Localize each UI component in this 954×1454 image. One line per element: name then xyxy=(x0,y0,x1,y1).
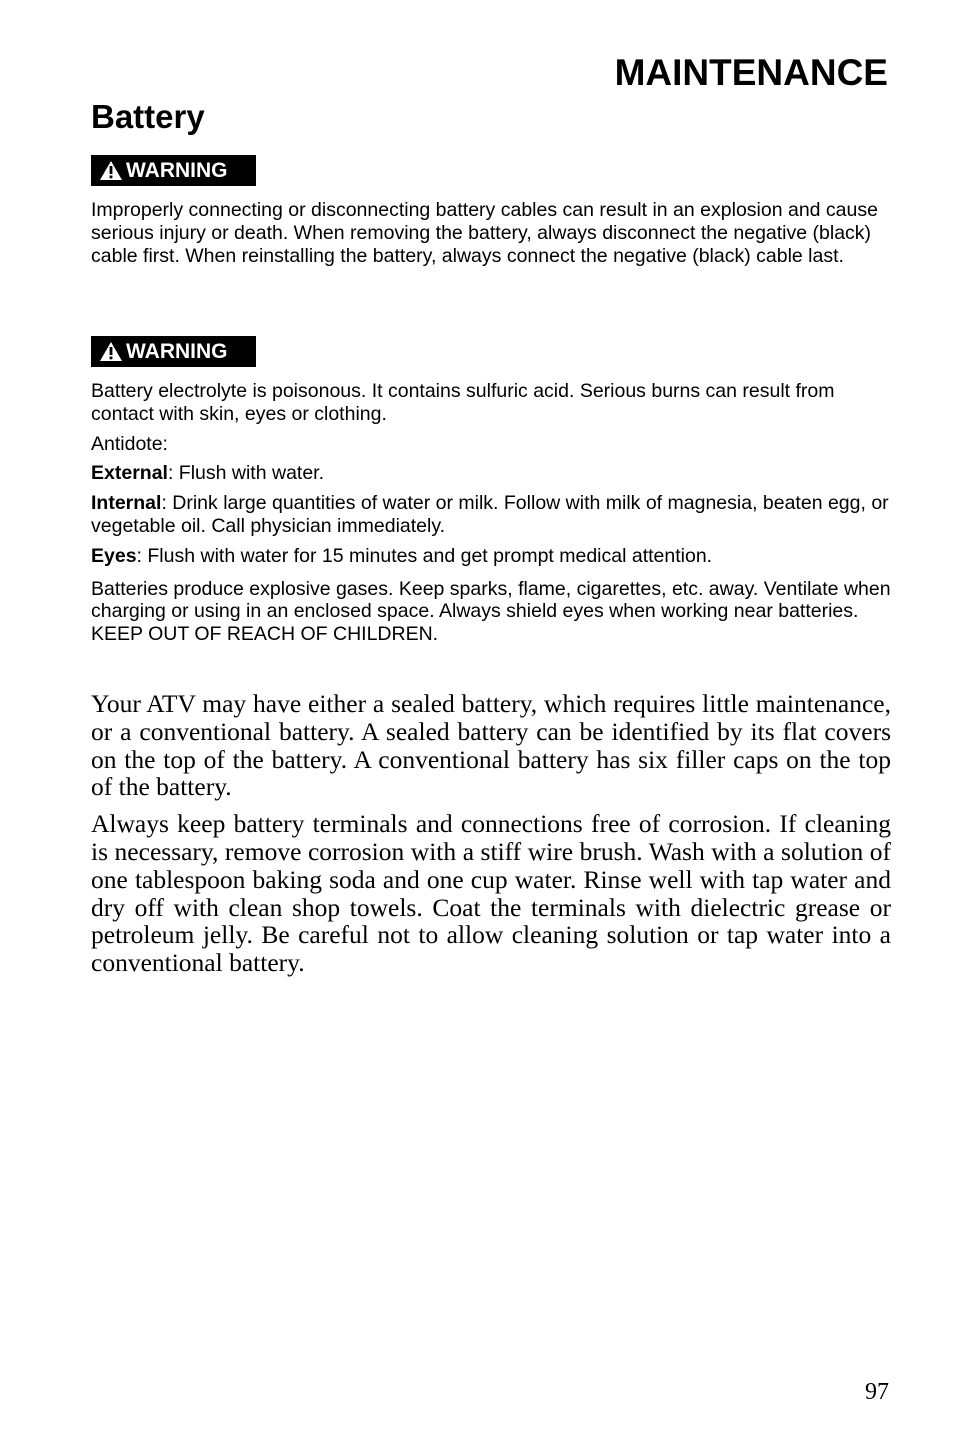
warning-intro: Battery electrolyte is poisonous. It contains sulfuric acid. Serious burns can result from contact with skin, eyes or clothing. xyxy=(91,380,835,425)
page-title: Battery xyxy=(91,98,205,135)
warning-badge-label: WARNING xyxy=(126,158,228,182)
eyes-label: Eyes xyxy=(91,544,137,567)
page-number: 97 xyxy=(865,1379,889,1405)
antidote-label: Antidote: xyxy=(91,432,168,455)
warning-badge xyxy=(91,336,256,367)
internal-label: Internal xyxy=(91,492,162,515)
body-text xyxy=(91,690,891,986)
warning-badge-label: WARNING xyxy=(126,339,228,363)
section-header: MAINTENANCE xyxy=(614,52,888,93)
warning-badge xyxy=(91,155,256,186)
external-label: External xyxy=(91,462,168,485)
external-treatment xyxy=(91,462,891,485)
internal-treatment xyxy=(91,492,891,538)
body-paragraph-2: Always keep battery terminals and connections free of corrosion. If cleaning is necessary, remove corrosion with a stiff wire brush. Wash with a solution of one tablespoon baking soda and one cup water. Rinse well with tap water and dry off with clean shop towels. Coat the terminals with dielectric grease or petroleum jelly. Be careful not to allow cleaning solution or tap water into a conventional battery. xyxy=(91,809,891,978)
body-paragraph-1: Your ATV may have either a sealed battery, which requires little maintenance, or a conventional battery. A sealed battery can be identified by its flat covers on the top of the battery. A conventional battery has six filler caps on the top of the battery. xyxy=(91,689,891,802)
warning-text xyxy=(91,199,891,274)
warning-triangle-icon xyxy=(99,160,123,181)
warning-closing: Batteries produce explosive gases. Keep sparks, flame, cigarettes, etc. away. Ventilate when charging or using in an enclosed space. Always shield eyes when working near batteries. KEEP OUT OF REACH OF CHILDREN. xyxy=(91,577,891,646)
eyes-text: : Flush with water for 15 minutes and get prompt medical attention. xyxy=(136,544,713,567)
warning-triangle-icon xyxy=(99,341,123,362)
eyes-treatment xyxy=(91,545,891,568)
warning-text xyxy=(91,380,891,653)
warning-paragraph: Improperly connecting or disconnecting battery cables can result in an explosion and cause serious injury or death. When removing the battery, always disconnect the negative (black) cable first. When reinstalling the battery, always connect the negative (black) cable last. xyxy=(91,199,878,267)
internal-text: : Drink large quantities of water or milk. Follow with milk of magnesia, beaten egg, or vegetable oil. Call physician immediately. xyxy=(91,492,889,537)
external-text: : Flush with water. xyxy=(167,462,325,485)
